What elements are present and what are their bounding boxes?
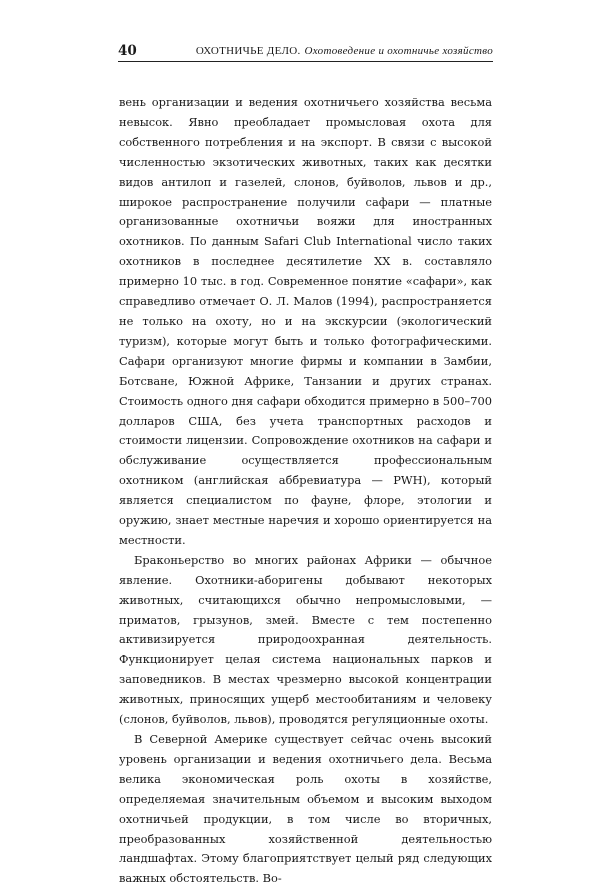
paragraph: Браконьерство во многих районах Африки — обычное явление. Охотники-аборигены добывают некоторых животных, считающихся обычно непромысловыми, — приматов, грызунов, змей. Вместе с тем постепенно активизируется природоохранная деятельность. Функционирует целая система национальных парков и заповедников. В местах чрезмерно высокой концентрации животных, приносящих ущерб местообитаниям и человеку (слонов, буйволов, львов), проводятся регуляционные охоты. xyxy=(119,552,492,727)
book-title: ОХОТНИЧЬЕ ДЕЛО. xyxy=(195,45,301,57)
page-number: 40 xyxy=(118,43,137,59)
paragraph: вень организации и ведения охотничьего хозяйства весьма невысок. Явно преобладает промысловая охота для собственного потребления и на экспорт. В связи с высокой численностью экзотических животных, таких как десятки видов антилоп и газелей, слонов, буйволов, львов и др., широкое распространение получили сафари — платные организованные охотничьи вояжи для иностранных охотников. По данным Safari Club International число таких охотников в последнее десятилетие XX в. составляло примерно 10 тыс. в год. Современное понятие «сафари», как справедливо отмечает О. Л. Малов (1994), распространяется не только на охоту, но и на экскурсии (экологический туризм), которые могут быть и только фотографическими. Сафари организуют многие фирмы и компании в Замбии, Ботсване, Южной Африке, Танзании и других странах. Стоимость одного дня сафари обходится примерно в 500–700 долларов США, без учета транспортных расходов и стоимости лицензии. Сопровождение охотников на сафари и обслуживание осуществляется профессиональным охотником (английская аббревиатура — PWH), который является специалистом по фауне, флоре, этологии и оружию, знает местные наречия и хорошо ориентируется на местности. xyxy=(119,95,492,547)
book-subtitle: Охотоведение и охотничье хозяйство xyxy=(304,45,493,57)
body-text xyxy=(119,93,492,889)
paragraph: В Северной Америке существует сейчас очень высокий уровень организации и ведения охотничьего дела. Весьма велика экономическая роль охоты в хозяйстве, определяемая значительным объемом и высоким выходом охотничьей продукции, в том числе во вторичных, преобразованных хозяйственной деятельностью ландшафтах. Этому благоприятствует целый ряд следующих важных обстоятельств. Во- xyxy=(119,732,492,886)
running-header xyxy=(118,41,493,62)
running-title xyxy=(196,45,493,57)
